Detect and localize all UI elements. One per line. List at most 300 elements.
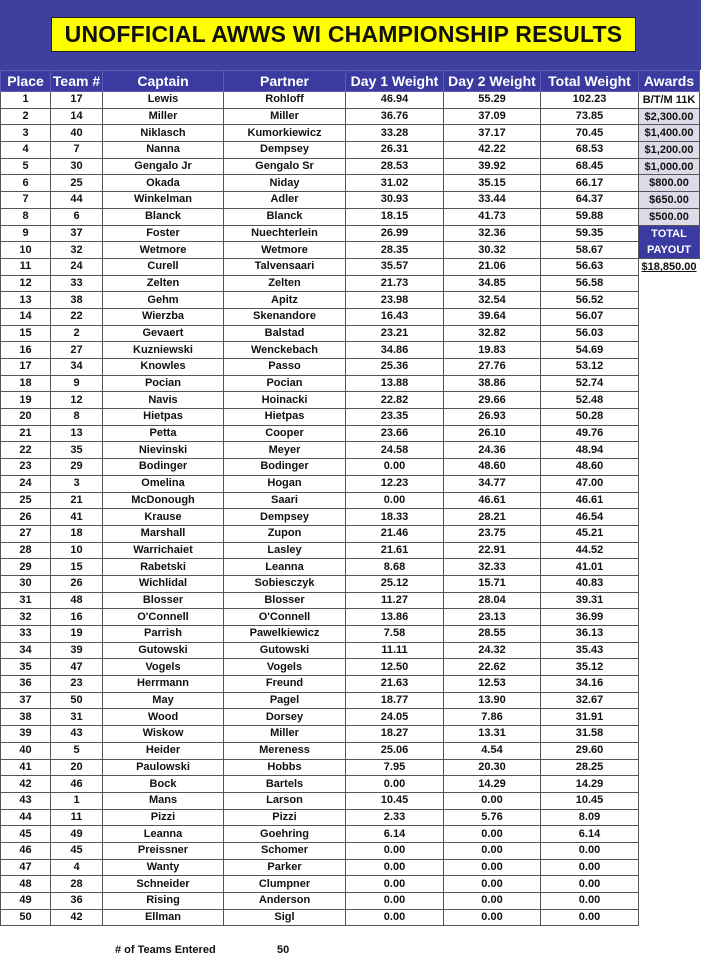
captain-cell: Schneider xyxy=(103,876,224,893)
table-row xyxy=(1,692,639,709)
day2-cell: 0.00 xyxy=(444,876,541,893)
team-cell: 2 xyxy=(51,325,103,342)
place-cell: 30 xyxy=(1,575,51,592)
partner-cell: Clumpner xyxy=(224,876,346,893)
awards-list xyxy=(638,92,700,226)
place-cell: 38 xyxy=(1,709,51,726)
day1-cell: 0.00 xyxy=(346,859,444,876)
day1-cell: 25.12 xyxy=(346,575,444,592)
total-cell: 10.45 xyxy=(541,792,639,809)
place-cell: 46 xyxy=(1,842,51,859)
team-cell: 19 xyxy=(51,626,103,643)
team-cell: 13 xyxy=(51,425,103,442)
team-cell: 36 xyxy=(51,893,103,910)
team-cell: 31 xyxy=(51,709,103,726)
place-cell: 18 xyxy=(1,375,51,392)
team-cell: 9 xyxy=(51,375,103,392)
day1-cell: 0.00 xyxy=(346,893,444,910)
total-cell: 0.00 xyxy=(541,909,639,926)
total-cell: 64.37 xyxy=(541,192,639,209)
day1-cell: 6.14 xyxy=(346,826,444,843)
team-cell: 28 xyxy=(51,876,103,893)
table-row xyxy=(1,759,639,776)
day2-cell: 20.30 xyxy=(444,759,541,776)
total-cell: 56.03 xyxy=(541,325,639,342)
total-cell: 52.74 xyxy=(541,375,639,392)
captain-cell: Heider xyxy=(103,742,224,759)
day2-cell: 13.31 xyxy=(444,726,541,743)
total-cell: 28.25 xyxy=(541,759,639,776)
table-row xyxy=(1,609,639,626)
place-cell: 49 xyxy=(1,893,51,910)
captain-cell: Pocian xyxy=(103,375,224,392)
total-label: TOTAL xyxy=(651,227,687,240)
day1-cell: 7.95 xyxy=(346,759,444,776)
partner-cell: Schomer xyxy=(224,842,346,859)
captain-cell: Navis xyxy=(103,392,224,409)
team-cell: 41 xyxy=(51,509,103,526)
table-row xyxy=(1,709,639,726)
day1-cell: 12.23 xyxy=(346,475,444,492)
table-row xyxy=(1,158,639,175)
partner-cell: Adler xyxy=(224,192,346,209)
place-cell: 37 xyxy=(1,692,51,709)
day2-cell: 38.86 xyxy=(444,375,541,392)
table-row xyxy=(1,509,639,526)
captain-cell: O'Connell xyxy=(103,609,224,626)
day1-cell: 28.53 xyxy=(346,158,444,175)
day1-cell: 35.57 xyxy=(346,258,444,275)
table-row xyxy=(1,893,639,910)
captain-cell: Vogels xyxy=(103,659,224,676)
results-table xyxy=(0,70,639,926)
total-cell: 35.43 xyxy=(541,642,639,659)
day1-cell: 26.99 xyxy=(346,225,444,242)
place-cell: 25 xyxy=(1,492,51,509)
captain-cell: Petta xyxy=(103,425,224,442)
day1-cell: 11.27 xyxy=(346,592,444,609)
table-row xyxy=(1,258,639,275)
total-cell: 46.61 xyxy=(541,492,639,509)
table-row xyxy=(1,475,639,492)
place-cell: 11 xyxy=(1,258,51,275)
place-cell: 45 xyxy=(1,826,51,843)
day2-cell: 34.85 xyxy=(444,275,541,292)
total-cell: 50.28 xyxy=(541,409,639,426)
place-cell: 44 xyxy=(1,809,51,826)
total-cell: 54.69 xyxy=(541,342,639,359)
team-cell: 42 xyxy=(51,909,103,926)
captain-cell: Blanck xyxy=(103,208,224,225)
captain-cell: McDonough xyxy=(103,492,224,509)
payout-label: PAYOUT xyxy=(646,243,691,256)
team-cell: 35 xyxy=(51,442,103,459)
day1-cell: 23.66 xyxy=(346,425,444,442)
place-cell: 28 xyxy=(1,542,51,559)
total-cell: 0.00 xyxy=(541,893,639,910)
team-cell: 16 xyxy=(51,609,103,626)
total-cell: 39.31 xyxy=(541,592,639,609)
team-cell: 3 xyxy=(51,475,103,492)
table-row xyxy=(1,409,639,426)
day1-cell: 34.86 xyxy=(346,342,444,359)
day2-cell: 32.54 xyxy=(444,292,541,309)
table-row xyxy=(1,776,639,793)
day2-cell: 37.17 xyxy=(444,125,541,142)
day2-cell: 23.75 xyxy=(444,525,541,542)
place-cell: 10 xyxy=(1,242,51,259)
partner-cell: Mereness xyxy=(224,742,346,759)
total-payout-amount: $18,850.00 xyxy=(641,261,697,274)
place-cell: 17 xyxy=(1,359,51,376)
place-cell: 2 xyxy=(1,108,51,125)
captain-cell: Wanty xyxy=(103,859,224,876)
day1-cell: 0.00 xyxy=(346,876,444,893)
total-cell: 0.00 xyxy=(541,842,639,859)
team-cell: 22 xyxy=(51,308,103,325)
teams-entered xyxy=(115,944,290,956)
table-row xyxy=(1,92,639,109)
day1-cell: 31.02 xyxy=(346,175,444,192)
table-row xyxy=(1,676,639,693)
captain-cell: Hietpas xyxy=(103,409,224,426)
day1-cell: 7.58 xyxy=(346,626,444,643)
team-cell: 27 xyxy=(51,342,103,359)
total-cell: 66.17 xyxy=(541,175,639,192)
day2-cell: 0.00 xyxy=(444,909,541,926)
day2-cell: 13.90 xyxy=(444,692,541,709)
place-cell: 32 xyxy=(1,609,51,626)
table-row xyxy=(1,225,639,242)
day1-cell: 33.28 xyxy=(346,125,444,142)
team-cell: 37 xyxy=(51,225,103,242)
captain-cell: Gevaert xyxy=(103,325,224,342)
day1-cell: 0.00 xyxy=(346,842,444,859)
day2-cell: 24.32 xyxy=(444,642,541,659)
total-cell: 0.00 xyxy=(541,876,639,893)
day2-cell: 26.93 xyxy=(444,409,541,426)
day1-cell: 18.27 xyxy=(346,726,444,743)
team-cell: 46 xyxy=(51,776,103,793)
place-cell: 13 xyxy=(1,292,51,309)
total-cell: 47.00 xyxy=(541,475,639,492)
team-cell: 48 xyxy=(51,592,103,609)
team-cell: 4 xyxy=(51,859,103,876)
table-row xyxy=(1,859,639,876)
total-cell: 68.53 xyxy=(541,142,639,159)
day2-cell: 23.13 xyxy=(444,609,541,626)
day1-cell: 10.45 xyxy=(346,792,444,809)
day2-cell: 21.06 xyxy=(444,258,541,275)
partner-cell: Dempsey xyxy=(224,509,346,526)
table-row xyxy=(1,325,639,342)
team-cell: 21 xyxy=(51,492,103,509)
table-row xyxy=(1,142,639,159)
award-cell: $1,200.00 xyxy=(638,142,700,159)
total-cell: 32.67 xyxy=(541,692,639,709)
day1-cell: 30.93 xyxy=(346,192,444,209)
team-cell: 39 xyxy=(51,642,103,659)
captain-cell: Mans xyxy=(103,792,224,809)
team-cell: 1 xyxy=(51,792,103,809)
place-cell: 20 xyxy=(1,409,51,426)
day1-cell: 18.77 xyxy=(346,692,444,709)
total-cell: 31.58 xyxy=(541,726,639,743)
table-row xyxy=(1,192,639,209)
partner-cell: Pocian xyxy=(224,375,346,392)
table-row xyxy=(1,292,639,309)
captain-cell: Rising xyxy=(103,893,224,910)
total-cell: 59.35 xyxy=(541,225,639,242)
col-header-captain: Captain xyxy=(103,71,224,92)
captain-cell: Kuzniewski xyxy=(103,342,224,359)
table-row xyxy=(1,242,639,259)
team-cell: 20 xyxy=(51,759,103,776)
day2-cell: 0.00 xyxy=(444,842,541,859)
partner-cell: Blosser xyxy=(224,592,346,609)
table-row xyxy=(1,459,639,476)
team-cell: 47 xyxy=(51,659,103,676)
captain-cell: May xyxy=(103,692,224,709)
place-cell: 24 xyxy=(1,475,51,492)
team-cell: 32 xyxy=(51,242,103,259)
day2-cell: 0.00 xyxy=(444,826,541,843)
partner-cell: Parker xyxy=(224,859,346,876)
table-row xyxy=(1,308,639,325)
table-row xyxy=(1,559,639,576)
day1-cell: 26.31 xyxy=(346,142,444,159)
table-row xyxy=(1,108,639,125)
place-cell: 7 xyxy=(1,192,51,209)
team-cell: 33 xyxy=(51,275,103,292)
partner-cell: Niday xyxy=(224,175,346,192)
team-cell: 26 xyxy=(51,575,103,592)
team-cell: 43 xyxy=(51,726,103,743)
place-cell: 15 xyxy=(1,325,51,342)
partner-cell: Bodinger xyxy=(224,459,346,476)
team-cell: 18 xyxy=(51,525,103,542)
table-row xyxy=(1,442,639,459)
captain-cell: Omelina xyxy=(103,475,224,492)
partner-cell: Talvensaari xyxy=(224,258,346,275)
day1-cell: 21.61 xyxy=(346,542,444,559)
partner-cell: Larson xyxy=(224,792,346,809)
table-row xyxy=(1,175,639,192)
team-cell: 8 xyxy=(51,409,103,426)
place-cell: 43 xyxy=(1,792,51,809)
place-cell: 29 xyxy=(1,559,51,576)
day2-cell: 22.62 xyxy=(444,659,541,676)
table-row xyxy=(1,392,639,409)
day1-cell: 23.98 xyxy=(346,292,444,309)
place-cell: 14 xyxy=(1,308,51,325)
team-cell: 7 xyxy=(51,142,103,159)
total-payout-label xyxy=(638,226,700,259)
table-row xyxy=(1,542,639,559)
partner-cell: Zelten xyxy=(224,275,346,292)
captain-cell: Marshall xyxy=(103,525,224,542)
place-cell: 50 xyxy=(1,909,51,926)
partner-cell: Nuechterlein xyxy=(224,225,346,242)
place-cell: 16 xyxy=(1,342,51,359)
day1-cell: 13.88 xyxy=(346,375,444,392)
day1-cell: 36.76 xyxy=(346,108,444,125)
captain-cell: Ellman xyxy=(103,909,224,926)
partner-cell: Passo xyxy=(224,359,346,376)
total-cell: 53.12 xyxy=(541,359,639,376)
day2-cell: 33.44 xyxy=(444,192,541,209)
captain-cell: Bock xyxy=(103,776,224,793)
teams-entered-count: 50 xyxy=(277,944,290,956)
header-row xyxy=(1,71,639,92)
place-cell: 6 xyxy=(1,175,51,192)
partner-cell: Dempsey xyxy=(224,142,346,159)
place-cell: 5 xyxy=(1,158,51,175)
day1-cell: 18.15 xyxy=(346,208,444,225)
total-cell: 48.94 xyxy=(541,442,639,459)
table-row xyxy=(1,592,639,609)
team-cell: 15 xyxy=(51,559,103,576)
day1-cell: 2.33 xyxy=(346,809,444,826)
day2-cell: 0.00 xyxy=(444,893,541,910)
captain-cell: Winkelman xyxy=(103,192,224,209)
captain-cell: Wichlidal xyxy=(103,575,224,592)
award-cell: $1,400.00 xyxy=(638,125,700,142)
captain-cell: Warrichaiet xyxy=(103,542,224,559)
captain-cell: Foster xyxy=(103,225,224,242)
table-row xyxy=(1,492,639,509)
table-row xyxy=(1,642,639,659)
total-cell: 73.85 xyxy=(541,108,639,125)
partner-cell: Sobiesczyk xyxy=(224,575,346,592)
day2-cell: 39.64 xyxy=(444,308,541,325)
place-cell: 42 xyxy=(1,776,51,793)
captain-cell: Gengalo Jr xyxy=(103,158,224,175)
place-cell: 9 xyxy=(1,225,51,242)
place-cell: 47 xyxy=(1,859,51,876)
total-cell: 29.60 xyxy=(541,742,639,759)
table-row xyxy=(1,275,639,292)
page-title: UNOFFICIAL AWWS WI CHAMPIONSHIP RESULTS xyxy=(51,17,636,52)
day2-cell: 28.04 xyxy=(444,592,541,609)
total-cell: 36.99 xyxy=(541,609,639,626)
day1-cell: 8.68 xyxy=(346,559,444,576)
day1-cell: 21.63 xyxy=(346,676,444,693)
total-cell: 68.45 xyxy=(541,158,639,175)
col-header-day1: Day 1 Weight xyxy=(346,71,444,92)
place-cell: 22 xyxy=(1,442,51,459)
day1-cell: 46.94 xyxy=(346,92,444,109)
captain-cell: Pizzi xyxy=(103,809,224,826)
day2-cell: 27.76 xyxy=(444,359,541,376)
partner-cell: Blanck xyxy=(224,208,346,225)
day2-cell: 26.10 xyxy=(444,425,541,442)
captain-cell: Wetmore xyxy=(103,242,224,259)
day1-cell: 25.36 xyxy=(346,359,444,376)
day1-cell: 0.00 xyxy=(346,909,444,926)
table-row xyxy=(1,626,639,643)
table-row xyxy=(1,742,639,759)
partner-cell: Bartels xyxy=(224,776,346,793)
team-cell: 38 xyxy=(51,292,103,309)
col-header-total: Total Weight xyxy=(541,71,639,92)
day1-cell: 23.21 xyxy=(346,325,444,342)
captain-cell: Wiskow xyxy=(103,726,224,743)
partner-cell: Skenandore xyxy=(224,308,346,325)
captain-cell: Blosser xyxy=(103,592,224,609)
total-cell: 0.00 xyxy=(541,859,639,876)
day2-cell: 30.32 xyxy=(444,242,541,259)
table-row xyxy=(1,375,639,392)
partner-cell: Pawelkiewicz xyxy=(224,626,346,643)
place-cell: 8 xyxy=(1,208,51,225)
team-cell: 29 xyxy=(51,459,103,476)
table-row xyxy=(1,909,639,926)
day2-cell: 7.86 xyxy=(444,709,541,726)
day2-cell: 35.15 xyxy=(444,175,541,192)
day2-cell: 34.77 xyxy=(444,475,541,492)
award-cell: $800.00 xyxy=(638,175,700,192)
place-cell: 1 xyxy=(1,92,51,109)
day2-cell: 24.36 xyxy=(444,442,541,459)
day2-cell: 46.61 xyxy=(444,492,541,509)
partner-cell: Rohloff xyxy=(224,92,346,109)
day1-cell: 23.35 xyxy=(346,409,444,426)
day1-cell: 21.73 xyxy=(346,275,444,292)
partner-cell: Wenckebach xyxy=(224,342,346,359)
partner-cell: Wetmore xyxy=(224,242,346,259)
total-cell: 58.67 xyxy=(541,242,639,259)
award-cell: $650.00 xyxy=(638,192,700,209)
team-cell: 49 xyxy=(51,826,103,843)
day1-cell: 12.50 xyxy=(346,659,444,676)
captain-cell: Gutowski xyxy=(103,642,224,659)
total-cell: 56.07 xyxy=(541,308,639,325)
table-row xyxy=(1,575,639,592)
day2-cell: 32.36 xyxy=(444,225,541,242)
total-cell: 40.83 xyxy=(541,575,639,592)
table-row xyxy=(1,125,639,142)
captain-cell: Leanna xyxy=(103,826,224,843)
team-cell: 5 xyxy=(51,742,103,759)
partner-cell: Hietpas xyxy=(224,409,346,426)
day2-cell: 48.60 xyxy=(444,459,541,476)
place-cell: 3 xyxy=(1,125,51,142)
team-cell: 14 xyxy=(51,108,103,125)
col-header-day2: Day 2 Weight xyxy=(444,71,541,92)
day2-cell: 32.33 xyxy=(444,559,541,576)
col-header-awards: Awards xyxy=(638,70,700,92)
day1-cell: 25.06 xyxy=(346,742,444,759)
total-cell: 49.76 xyxy=(541,425,639,442)
total-cell: 36.13 xyxy=(541,626,639,643)
col-header-team: Team # xyxy=(51,71,103,92)
col-header-partner: Partner xyxy=(224,71,346,92)
table-row xyxy=(1,726,639,743)
place-cell: 26 xyxy=(1,509,51,526)
day1-cell: 28.35 xyxy=(346,242,444,259)
captain-cell: Wierzba xyxy=(103,308,224,325)
total-cell: 41.01 xyxy=(541,559,639,576)
captain-cell: Zelten xyxy=(103,275,224,292)
title-banner xyxy=(0,0,701,70)
partner-cell: Hoinacki xyxy=(224,392,346,409)
partner-cell: Kumorkiewicz xyxy=(224,125,346,142)
teams-entered-label: # of Teams Entered xyxy=(115,944,216,956)
partner-cell: Dorsey xyxy=(224,709,346,726)
place-cell: 48 xyxy=(1,876,51,893)
day2-cell: 4.54 xyxy=(444,742,541,759)
